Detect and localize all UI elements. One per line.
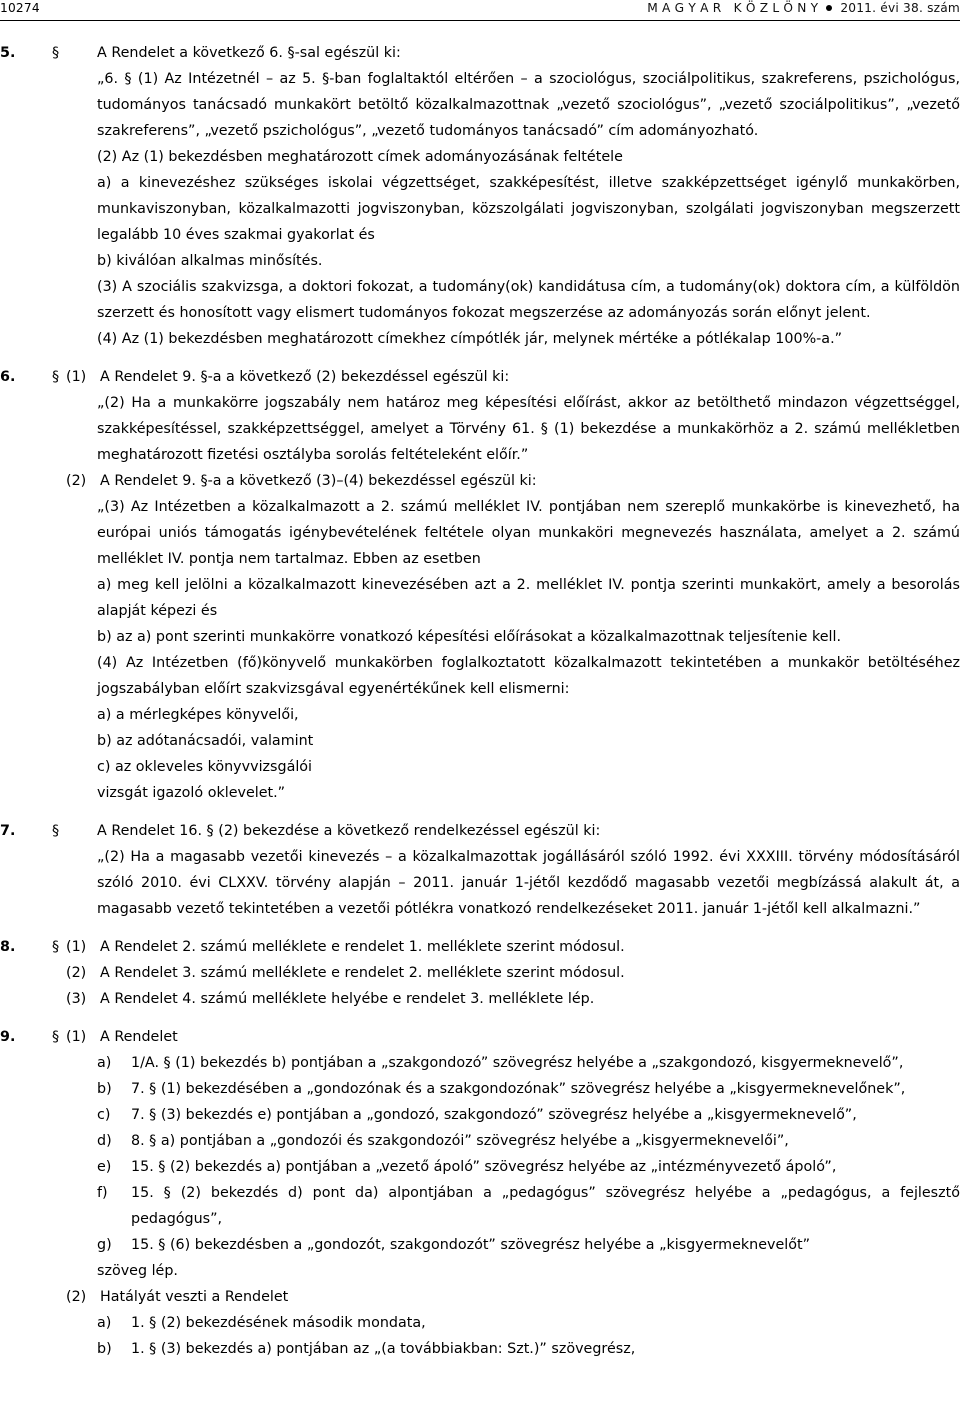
- header-rule: [0, 20, 960, 21]
- point-text: 1. § (2) bekezdésének második mondata,: [131, 1315, 426, 1331]
- subsection-label: (1): [66, 939, 87, 955]
- quoted-paragraph: „(3) Az Intézetben a közalkalmazott a 2. számú melléklet IV. pontjában nem szereplő munkakörbe is kinevezhető, ha európai uniós támogatás igénybevételének feltétele olyan munkaköri megnevezés használata, amelyet a 2. számú melléklet IV. pontja nem tartalmaz. Ebben az esetben: [97, 499, 960, 567]
- section-9-heading: [0, 1024, 960, 1050]
- section-intro: A Rendelet a következő 6. §-sal egészül ki:: [97, 45, 401, 61]
- quoted-paragraph: „(2) Ha a munkakörre jogszabály nem határoz meg képesítési előírást, akkor az betölthető mindazon végzettséggel, szakképesítéssel, szakképzettséggel, amelyet a Törvény 61. § (1) bekezdése a munkakörhöz a 2. számú mellékletben meghatározott fizetési osztályba sorolás feltételeként előír.”: [97, 395, 960, 463]
- section-number: 8.: [0, 939, 16, 955]
- point-label: b): [97, 1081, 112, 1097]
- point-text: 1. § (3) bekezdés a) pontjában az „(a továbbiakban: Szt.)” szövegrész,: [131, 1341, 636, 1357]
- section-number: 6.: [0, 369, 16, 385]
- list-item: [97, 1310, 960, 1336]
- paragraph: b) kiválóan alkalmas minősítés.: [97, 253, 323, 269]
- paragraph: a) meg kell jelölni a közalkalmazott kinevezésében azt a 2. melléklet IV. pontja szerinti munkakört, amely a besorolás alapját képezi és: [97, 577, 960, 619]
- subsection-label: (3): [66, 991, 87, 1007]
- issue-number: 2011. évi 38. szám: [840, 1, 960, 15]
- subsection-label: (1): [66, 369, 87, 385]
- point-text: 15. § (6) bekezdésben a „gondozót, szakgondozót” szövegrész helyébe a „kisgyermeknevelőt”: [131, 1237, 810, 1253]
- point-label: b): [97, 1341, 112, 1357]
- page-header: [0, 0, 960, 22]
- subsection-label: (2): [66, 1289, 87, 1305]
- quoted-paragraph: „(2) Ha a magasabb vezetői kinevezés – a közalkalmazottak jogállásáról szóló 1992. évi XXXIII. törvény módosításáról szóló 2010. évi CLXXV. törvény alapján – 2011. január 1-jétől kezdődő magasabb vezetői megbízássá alakult át, a magasabb vezető tekintetében a vezetői pótlékra vonatkozó rendelkezéseket 2011. január 1-jétől kell alkalmazni.”: [97, 849, 960, 917]
- section-intro: A Rendelet 16. § (2) bekezdése a következő rendelkezéssel egészül ki:: [97, 823, 601, 839]
- list-item: [97, 1336, 960, 1362]
- point-label: c): [97, 1107, 111, 1123]
- subsection: [0, 960, 960, 986]
- paragraph: b) az a) pont szerinti munkakörre vonatkozó képesítési előírásokat a közalkalmazottnak teljesítenie kell.: [97, 629, 842, 645]
- document-body: [0, 40, 960, 1362]
- subsection-text: Hatályát veszti a Rendelet: [100, 1289, 289, 1305]
- section-symbol: §: [52, 823, 60, 839]
- subsection: [0, 1284, 960, 1310]
- subsection-text: A Rendelet 2. számú melléklete e rendelet 1. melléklete szerint módosul.: [100, 939, 625, 955]
- journal-title: M A G Y A R K Ö Z L Ö N Y: [647, 1, 819, 15]
- subsection: [0, 468, 960, 494]
- subsection: [0, 986, 960, 1012]
- list-item: [97, 1076, 960, 1102]
- subsection-text: A Rendelet: [100, 1029, 178, 1045]
- paragraph: (2) Az (1) bekezdésben meghatározott címek adományozásának feltétele: [97, 149, 623, 165]
- list-item: [97, 1232, 960, 1258]
- paragraph: (4) Az (1) bekezdésben meghatározott címekhez címpótlék jár, melynek mértéke a pótlékalap 100%-a.”: [97, 331, 843, 347]
- section-7-heading: [0, 818, 960, 844]
- paragraph: a) a mérlegképes könyvelői,: [97, 707, 299, 723]
- point-label: a): [97, 1055, 112, 1071]
- point-text: 7. § (1) bekezdésében a „gondozónak és a szakgondozónak” szövegrész helyébe a „kisgyermeknevelőnek”,: [131, 1081, 906, 1097]
- section-symbol: §: [52, 939, 60, 955]
- paragraph: vizsgát igazoló oklevelet.”: [97, 785, 286, 801]
- section-8-heading: [0, 934, 960, 960]
- point-text: 15. § (2) bekezdés a) pontjában a „vezető ápoló” szövegrész helyébe az „intézményvezető ápoló”,: [131, 1159, 837, 1175]
- point-label: e): [97, 1159, 112, 1175]
- point-label: a): [97, 1315, 112, 1331]
- section-5-heading: [0, 40, 960, 66]
- journal-masthead: [647, 1, 960, 15]
- point-text: 15. § (2) bekezdés d) pont da) alpontjában a „pedagógus” szövegrész helyébe a „pedagógus, a fejlesztő pedagógus”,: [131, 1185, 960, 1227]
- subsection-text: A Rendelet 4. számú melléklete helyébe e rendelet 3. melléklete lép.: [100, 991, 595, 1007]
- point-text: 8. § a) pontjában a „gondozói és szakgondozói” szövegrész helyébe a „kisgyermeknevelői”,: [131, 1133, 789, 1149]
- paragraph: „6. § (1) Az Intézetnél – az 5. §-ban foglaltaktól eltérően – a szociológus, szociálpolitikus, szakreferens, pszichológus, tudományos tanácsadó munkakört betöltő közalkalmazottnak „vezető szociológus”, „vezető szociálpolitikus”, „vezető szakreferens”, „vezető pszichológus”, „vezető tudományos tanácsadó” cím adományozható.: [97, 71, 960, 139]
- point-label: g): [97, 1237, 112, 1253]
- paragraph: b) az adótanácsadói, valamint: [97, 733, 314, 749]
- section-symbol: §: [52, 1029, 60, 1045]
- subsection-text: A Rendelet 3. számú melléklete e rendelet 2. melléklete szerint módosul.: [100, 965, 625, 981]
- subsection-text: A Rendelet 9. §-a a következő (3)–(4) bekezdéssel egészül ki:: [100, 473, 537, 489]
- subsection-text: A Rendelet 9. §-a a következő (2) bekezdéssel egészül ki:: [100, 369, 510, 385]
- list-item: [97, 1102, 960, 1128]
- paragraph: szöveg lép.: [97, 1263, 178, 1279]
- subsection-label: (2): [66, 473, 87, 489]
- list-item: [97, 1128, 960, 1154]
- paragraph: (3) A szociális szakvizsga, a doktori fokozat, a tudomány(ok) kandidátusa cím, a tudomány(ok) doktora cím, a külföldön szerzett és honosított vagy elismert tudományos fokozat megszerzése az adományozás során előnyt jelent.: [97, 279, 960, 321]
- section-symbol: §: [52, 45, 60, 61]
- paragraph: a) a kinevezéshez szükséges iskolai végzettséget, szakképesítést, illetve szakképzettséget igénylő munkakörben, munkaviszonyban, közalkalmazotti jogviszonyban, közszolgálati jogviszonyban, szolgálati jogviszonyban megszerzett legalább 10 éves szakmai gyakorlat és: [97, 175, 960, 243]
- list-item: [97, 1050, 960, 1076]
- section-number: 7.: [0, 823, 16, 839]
- point-text: 1/A. § (1) bekezdés b) pontjában a „szakgondozó” szövegrész helyébe a „szakgondozó, kisgyermeknevelő”,: [131, 1055, 904, 1071]
- subsection-label: (2): [66, 965, 87, 981]
- section-number: 5.: [0, 45, 16, 61]
- point-label: d): [97, 1133, 112, 1149]
- point-label: f): [97, 1185, 108, 1201]
- point-text: 7. § (3) bekezdés e) pontjában a „gondozó, szakgondozó” szövegrész helyébe a „kisgyermeknevelő”,: [131, 1107, 857, 1123]
- paragraph: c) az okleveles könyvvizsgálói: [97, 759, 313, 775]
- section-symbol: §: [52, 369, 60, 385]
- section-6-heading: [0, 364, 960, 390]
- list-item: [97, 1154, 960, 1180]
- subsection-label: (1): [66, 1029, 87, 1045]
- list-item: [97, 1180, 960, 1232]
- page-number: 10274: [0, 1, 40, 15]
- paragraph: (4) Az Intézetben (fő)könyvelő munkakörben foglalkoztatott közalkalmazott tekintetében a munkakör betöltéséhez jogszabályban előírt szakvizsgával egyenértékűnek kell elismerni:: [97, 655, 960, 697]
- bullet-icon: [826, 5, 832, 11]
- section-number: 9.: [0, 1029, 16, 1045]
